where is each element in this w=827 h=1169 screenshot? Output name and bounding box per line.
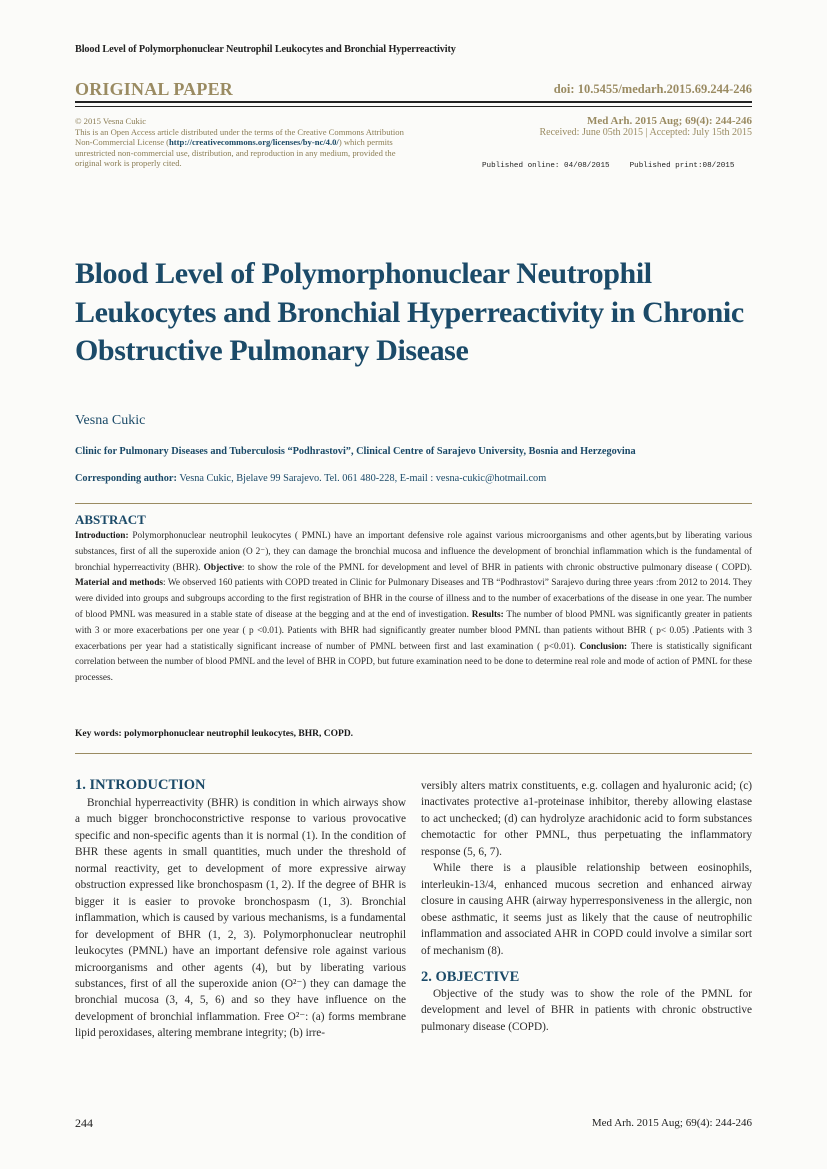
footer-citation: Med Arh. 2015 Aug; 69(4): 244-246 xyxy=(591,1117,752,1129)
published-online: Published online: 04/08/2015 xyxy=(482,162,610,170)
abstract-body xyxy=(75,529,752,687)
objective-heading: 2. OBJECTIVE xyxy=(421,968,520,985)
intro-text: Polymorphonuclear neutrophil leukocytes ( PMNL) have an important defensive role against various microorganisms and other agents,but by liberating various substances, first of all the superoxide anion (O 2⁻), they can damage the bronchial mucosa and influence the development of bronchial inflammation which is the fundamental of bronchial hyperreactivity (BHR). xyxy=(75,531,752,573)
results-label: Results: xyxy=(471,609,504,620)
page-number: 244 xyxy=(75,1116,93,1130)
right-column xyxy=(421,778,752,1035)
license-text: This is an Open Access article distributed under the terms of the Creative Commons Attribution Non-Commercial License ( xyxy=(75,126,404,148)
journal-info xyxy=(539,116,752,138)
conclusion-label: Conclusion: xyxy=(579,641,628,652)
abstract-bottom-rule xyxy=(75,753,752,754)
intro-paragraph-1-continued: versibly alters matrix constituents, e.g. collagen and hyaluronic acid; (c) inactivates protective a1-proteinase inhibitor, thereby allowing elastase to act unchecked; (d) can hydrolyze arachidonic acid to form substances chemotactic for other PMNL, thus perpetuating the inflammatory response (5, 6, 7). xyxy=(421,780,752,858)
affiliation: Clinic for Pulmonary Diseases and Tuberculosis “Podhrastovi”, Clinical Centre of Sarajevo University, Bosnia and Herzegovina xyxy=(75,446,636,457)
license-block xyxy=(75,116,415,169)
intro-label: Introduction: xyxy=(75,531,129,541)
running-head: Blood Level of Polymorphonuclear Neutrophil Leukocytes and Bronchial Hyperreactivity xyxy=(75,44,456,55)
article-title: Blood Level of Polymorphonuclear Neutrophil Leukocytes and Bronchial Hyperreactivity in Chronic Obstructive Pulmonary Disease xyxy=(75,257,744,367)
received-accepted: Received: June 05th 2015 | Accepted: July 15th 2015 xyxy=(539,127,752,138)
intro-paragraph-1: Bronchial hyperreactivity (BHR) is condition in which airways show a much bigger bronchoconstrictive response to various provocative specific and non-specific agents than it is normal (1). In the condition of BHR these agents in small quantities, much under the threshold of normal reactivity, get to development of more expressive airway obstruction expressed like bronchospasm (1, 2). If the degree of BHR is bigger it is easier to provoke bronchospasm (1, 3). Bronchial inflammation, which is caused by various mechanisms, is a fundamental for development of BHR (1, 2, 3). Polymorphonuclear neutrophil leukocytes (PMNL) have an important defensive role against various microorganisms and other agents (4), but by liberating various substances, first of all the superoxide anion (O²⁻) they can damage the bronchial mucosa (3, 4, 5, 6) and so they have influence on the development of bronchial inflammation. Free O²⁻: (a) forms membrane lipid peroxidases, altering membrane integrity; (b) irre- xyxy=(75,797,406,1040)
keywords: Key words: polymorphonuclear neutrophil leukocytes, BHR, COPD. xyxy=(75,729,354,739)
author: Vesna Cukic xyxy=(75,413,146,428)
license-text-end: ) which permits unrestricted non-commercial use, distribution, and reproduction in any medium, provided the original work is properly cited. xyxy=(75,137,396,169)
publication-dates xyxy=(482,162,734,170)
section-label: ORIGINAL PAPER xyxy=(75,79,233,99)
objective-label: Objective xyxy=(203,562,242,573)
license-link[interactable]: http://creativecommons.org/licenses/by-nc/4.0/ xyxy=(169,137,339,148)
header-rule xyxy=(75,101,752,107)
copyright: © 2015 Vesna Cukic xyxy=(75,116,147,126)
doi-link[interactable]: doi: 10.5455/medarh.2015.69.244-246 xyxy=(553,82,752,96)
objective-text: : to show the role of the PMNL for development and level of BHR in patients with chronic obstructive pulmonary disease ( COPD). xyxy=(241,562,752,573)
results-text: The number of blood PMNL was significantly greater in patients with 3 or more exacerbations per one year ( p <0.01). Patients with BHR had significantly greater number blood PMNL than patients without BHR ( p< 0.05) .Patients with 3 exacerbations per year had a statistically significant increase of number of PMNL between first and last examination ( p<0.01). xyxy=(75,609,753,652)
introduction-heading: 1. INTRODUCTION xyxy=(75,777,206,793)
left-column xyxy=(75,795,406,1042)
corresponding-text: Vesna Cukic, Bjelave 99 Sarajevo. Tel. 061 480-228, E-mail : vesna-cukic@hotmail.com xyxy=(176,473,547,484)
abstract-heading: ABSTRACT xyxy=(75,512,146,527)
conclusion-text: There is statistically significant correlation between the number of blood PMNL and the level of BHR in COPD, but future examination need to be done to determine real role and mode of action of PMNL for these processes. xyxy=(75,641,752,684)
methods-label: Material and methods xyxy=(75,578,163,589)
intro-paragraph-2: While there is a plausible relationship between eosinophils, interleukin-13/4, enhanced mucous secretion and enhanced airway closure in causing AHR (airway hyperresponsiveness in the allergic, non obese asthmatic, it seems just as likely that the cause of neutrophilic inflammation and associated AHR in COPD could involve a similar sort of mechanism (8). xyxy=(421,862,752,957)
corresponding-author xyxy=(75,473,546,484)
objective-paragraph: Objective of the study was to show the role of the PMNL for development and level of BHR in patients with chronic obstructive pulmonary disease (COPD). xyxy=(421,987,752,1033)
methods-text: : We observed 160 patients with COPD treated in Clinic for Pulmonary Diseases and TB “Podhrastovi” Sarajevo during three years :from 2012 to 2014. They were divided into groups and subgroups according to the first registration of BHR in the course of illness and to the number of exacerbations of the disease in one year. The number of blood PMNL was measured in a stable state of disease at the begging and at the end of investigation. xyxy=(75,578,752,620)
corresponding-label: Corresponding author: xyxy=(75,473,177,484)
published-print: Published print:08/2015 xyxy=(629,162,735,170)
journal-citation: Med Arh. 2015 Aug; 69(4): 244-246 xyxy=(587,115,752,127)
abstract-top-rule xyxy=(75,503,752,504)
